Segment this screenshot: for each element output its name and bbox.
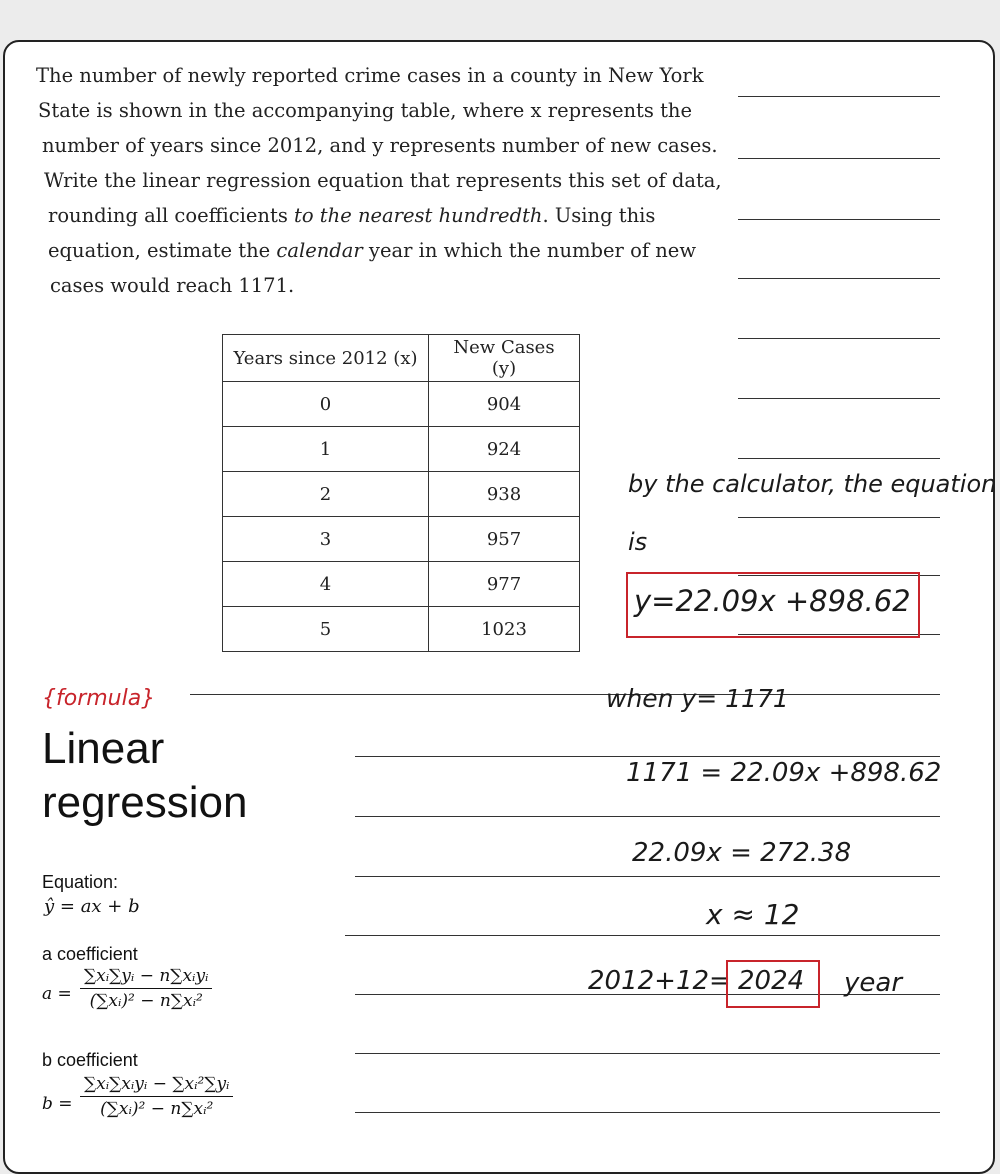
problem-fragment: year in which the number of new (362, 239, 697, 262)
problem-line (48, 198, 726, 233)
problem-line: State is shown in the accompanying table, where x represents the (38, 99, 693, 122)
table-header-row (223, 335, 580, 382)
problem-line: cases would reach 1171. (50, 274, 295, 297)
handwritten-equation: y=22.09x +898.62 (634, 584, 911, 618)
b-fraction (80, 1074, 233, 1119)
ruled-line (738, 338, 940, 339)
formula-title-line-1: Linear (42, 724, 165, 773)
handwritten-intro: by the calculator, the equation (628, 470, 997, 498)
table-row (223, 427, 580, 472)
cell-x: 2 (223, 472, 429, 517)
ruled-line (738, 158, 940, 159)
equation-label: Equation: (42, 872, 119, 892)
ruled-line (738, 219, 940, 220)
cell-x: 4 (223, 562, 429, 607)
problem-line: The number of newly reported crime cases in a county in New York (36, 64, 704, 87)
problem-line: Write the linear regression equation that represents this set of data, (44, 169, 722, 192)
b-lhs: b = (42, 1094, 73, 1114)
data-table (222, 334, 580, 652)
cell-y: 1023 (429, 607, 580, 652)
ruled-line (355, 1053, 940, 1054)
ruled-line (345, 935, 940, 936)
problem-line (48, 233, 726, 268)
cell-y: 957 (429, 517, 580, 562)
b-numerator: ∑xᵢ∑xᵢyᵢ − ∑xᵢ²∑yᵢ (80, 1074, 233, 1097)
ruled-line (738, 278, 940, 279)
handwritten-step-3: x ≈ 12 (706, 898, 800, 931)
table-row (223, 382, 580, 427)
problem-line: number of years since 2012, and y represents number of new cases. (42, 134, 718, 157)
handwritten-answer: 2024 (738, 966, 805, 996)
cell-x: 1 (223, 427, 429, 472)
a-fraction (80, 966, 212, 1011)
table-row (223, 607, 580, 652)
ruled-line (355, 1112, 940, 1113)
column-header-y: New Cases (y) (429, 335, 580, 382)
cell-x: 0 (223, 382, 429, 427)
a-coefficient-label: a coefficient (42, 944, 138, 964)
ruled-line (738, 458, 940, 459)
ruled-line (738, 398, 940, 399)
ruled-line (355, 756, 940, 757)
cell-y: 977 (429, 562, 580, 607)
cell-y: 938 (429, 472, 580, 517)
ruled-line (738, 96, 940, 97)
handwritten-step-4: 2012+12= (588, 966, 731, 996)
ruled-line (190, 694, 940, 695)
handwritten-is: is (628, 528, 648, 556)
cell-y: 904 (429, 382, 580, 427)
a-numerator: ∑xᵢ∑yᵢ − n∑xᵢyᵢ (80, 966, 212, 989)
problem-fragment: equation, estimate the (48, 239, 277, 262)
regression-equation: ŷ = ax + b (44, 896, 140, 917)
table-row (223, 472, 580, 517)
formula-tag: {formula} (42, 686, 156, 711)
handwritten-year: year (844, 968, 903, 998)
ruled-line (738, 517, 940, 518)
b-coefficient-label: b coefficient (42, 1050, 138, 1070)
a-lhs: a = (42, 984, 72, 1004)
problem-fragment: rounding all coefficients (48, 204, 295, 227)
ruled-line (355, 876, 940, 877)
handwritten-step-2: 22.09x = 272.38 (632, 838, 852, 868)
problem-emphasis: calendar (276, 239, 363, 262)
b-denominator: (∑xᵢ)² − n∑xᵢ² (100, 1099, 214, 1119)
table-row (223, 517, 580, 562)
column-header-x: Years since 2012 (x) (223, 335, 429, 382)
formula-title-line-2: regression (42, 778, 248, 827)
handwritten-when: when y= 1171 (606, 684, 789, 713)
a-denominator: (∑xᵢ)² − n∑xᵢ² (89, 991, 203, 1011)
ruled-line (355, 816, 940, 817)
problem-emphasis: to the nearest hundredth (294, 204, 543, 227)
cell-x: 5 (223, 607, 429, 652)
handwritten-step-1: 1171 = 22.09x +898.62 (626, 758, 942, 788)
cell-y: 924 (429, 427, 580, 472)
problem-fragment: . Using this (542, 204, 656, 227)
table-row (223, 562, 580, 607)
problem-text (36, 58, 726, 303)
cell-x: 3 (223, 517, 429, 562)
